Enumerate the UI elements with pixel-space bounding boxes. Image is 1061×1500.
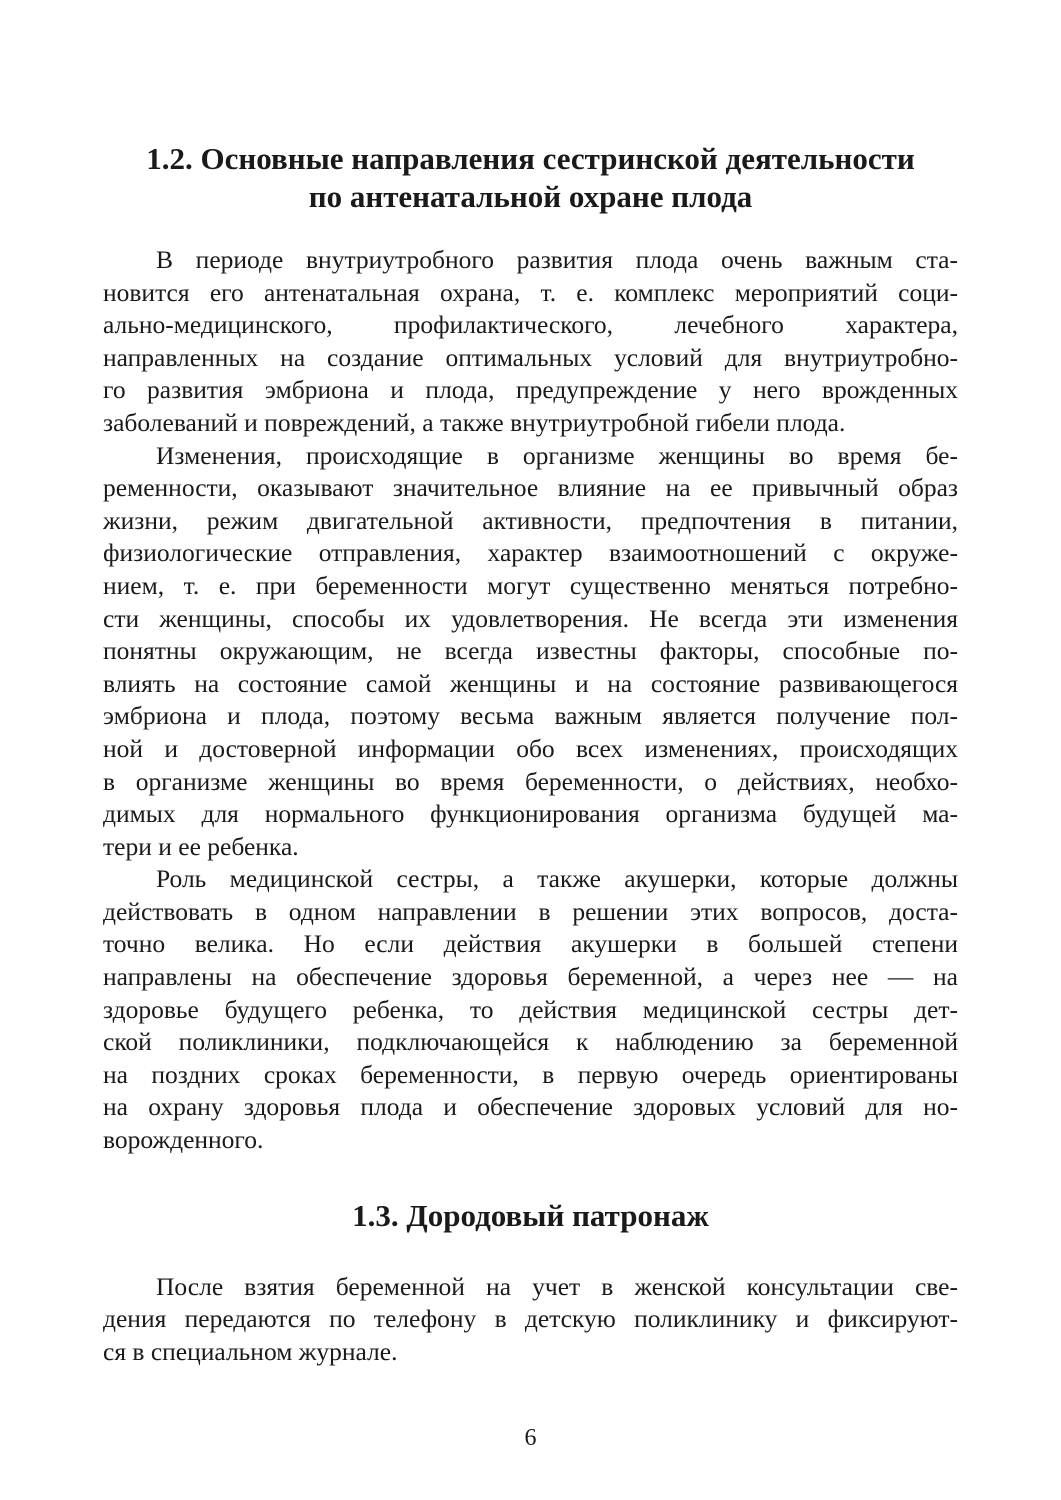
section-1-2-body — [103, 244, 958, 1157]
text-line: ной и достоверной информации обо всех изменениях, происходящих — [103, 733, 958, 763]
text-line: го развития эмбриона и плода, предупреждение у него врожденных — [103, 375, 958, 405]
text-line: Изменения, происходящие в организме женщины во время бе- — [156, 440, 958, 470]
text-line: ворожденного. — [103, 1125, 264, 1155]
heading-line-2: по антенатальной охране плода — [308, 179, 753, 214]
text-line: влиять на состояние самой женщины и на состояние развивающегося — [103, 668, 958, 698]
text-line: направлены на обеспечение здоровья беременной, а через нее — на — [103, 962, 958, 992]
text-line: ской поликлиники, подключающейся к наблюдению за беременной — [103, 1027, 958, 1057]
document-page — [103, 140, 958, 1368]
paragraph — [103, 863, 958, 1156]
text-line: на поздних сроках беременности, в первую очередь ориентированы — [103, 1059, 958, 1089]
text-line: действовать в одном направлении в решении этих вопросов, доста- — [103, 896, 958, 926]
paragraph — [103, 1271, 958, 1369]
text-line: ся в специальном журнале. — [103, 1336, 398, 1366]
text-line: в организме женщины во время беременности, о действиях, необхо- — [103, 766, 958, 796]
text-line: точно велика. Но если действия акушерки в большей степени — [103, 929, 958, 959]
text-line: понятны окружающим, не всегда известны факторы, способные по- — [103, 636, 958, 666]
heading-1-3: 1.3. Дородовый патронаж — [352, 1197, 709, 1233]
text-line: направленных на создание оптимальных условий для внутриутробно- — [103, 342, 958, 372]
text-line: на охрану здоровья плода и обеспечение здоровых условий для но- — [103, 1092, 958, 1122]
page-number: 6 — [524, 1425, 537, 1451]
text-line: нием, т. е. при беременности могут существенно меняться потребно- — [103, 570, 958, 600]
text-line: заболеваний и повреждений, а также внутриутробной гибели плода. — [103, 407, 846, 437]
text-line: новится его антенатальная охрана, т. е. комплекс мероприятий соци- — [103, 277, 958, 307]
section-1-2-heading — [103, 140, 958, 216]
paragraph — [103, 440, 958, 864]
text-line: ременности, оказывают значительное влияние на ее привычный образ — [103, 473, 958, 503]
section-1-3-body — [103, 1271, 958, 1369]
text-line: димых для нормального функционирования организма будущей ма- — [103, 799, 958, 829]
text-line: здоровье будущего ребенка, то действия медицинской сестры дет- — [103, 994, 958, 1024]
heading-line-1: 1.2. Основные направления сестринской деятельности — [146, 141, 915, 176]
text-line: физиологические отправления, характер взаимоотношений с окруже- — [103, 538, 958, 568]
text-line: ально-медицинского, профилактического, лечебного характера, — [103, 310, 958, 340]
text-line: В периоде внутриутробного развития плода очень важным ста- — [156, 245, 958, 274]
text-line: сти женщины, способы их удовлетворения. Не всегда эти изменения — [103, 603, 958, 633]
text-line: Роль медицинской сестры, а также акушерки, которые должны — [156, 864, 958, 894]
text-line: дения передаются по телефону в детскую поликлинику и фиксируют- — [103, 1304, 958, 1334]
text-line: После взятия беременной на учет в женской консультации све- — [156, 1271, 958, 1301]
paragraph — [103, 244, 958, 440]
section-1-3-heading — [103, 1197, 958, 1235]
text-line: эмбриона и плода, поэтому весьма важным является получение пол- — [103, 701, 958, 731]
text-line: жизни, режим двигательной активности, предпочтения в питании, — [103, 505, 958, 535]
text-line: тери и ее ребенка. — [103, 831, 299, 861]
